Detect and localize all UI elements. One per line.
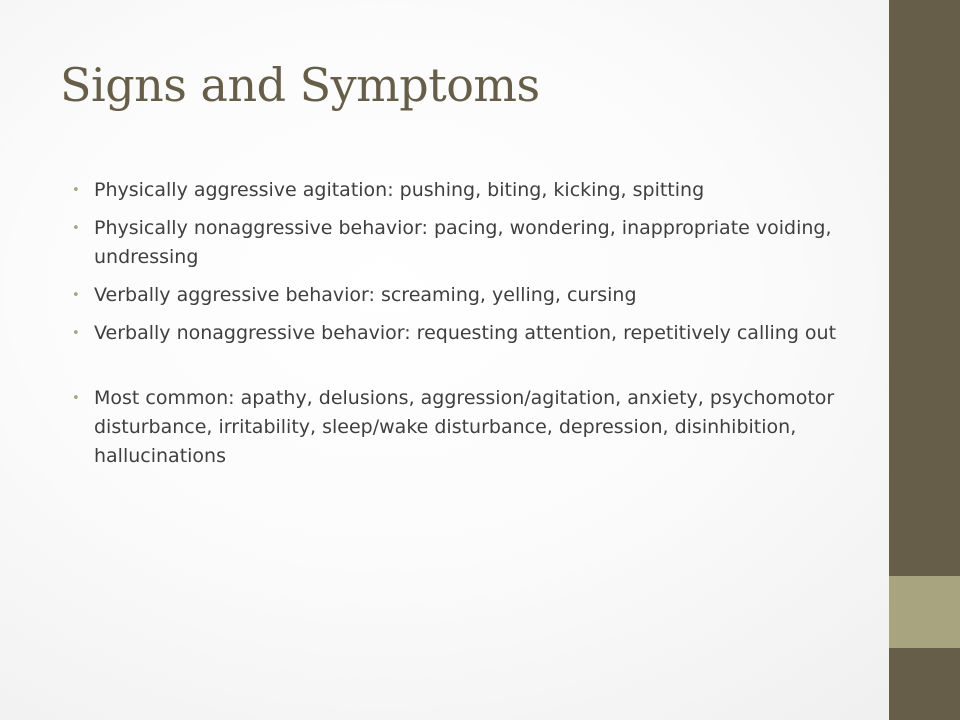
bullet-dot-icon: • [72,288,80,303]
bullet-item [72,384,872,471]
bullet-dot-icon: • [72,326,80,341]
bullet-text: Verbally aggressive behavior: screaming, yelling, cursing [94,284,637,306]
bullet-dot-icon: • [72,183,80,198]
bullet-dot-icon: • [72,221,80,236]
bullet-text: Verbally nonaggressive behavior: requesting attention, repetitively calling out [94,322,837,344]
bullet-dot-icon: • [72,391,80,406]
slide-title: Signs and Symptoms [60,58,540,112]
bullet-item [72,214,872,272]
side-accent-bar-top [889,0,960,576]
side-accent-bar-middle [889,576,960,648]
side-accent-bar-bottom [889,648,960,720]
bullet-text: Most common: apathy, delusions, aggression/agitation, anxiety, psychomotor disturbance, irritability, sleep/wake disturbance, depression, disinhibition, hallucinations [94,387,835,467]
bullet-text: Physically nonaggressive behavior: pacing, wondering, inappropriate voiding, undressing [94,217,832,268]
bullet-text: Physically aggressive agitation: pushing, biting, kicking, spitting [94,179,705,201]
bullet-list [72,176,872,480]
bullet-item [72,281,872,310]
bullet-item [72,319,872,348]
bullet-item [72,176,872,205]
